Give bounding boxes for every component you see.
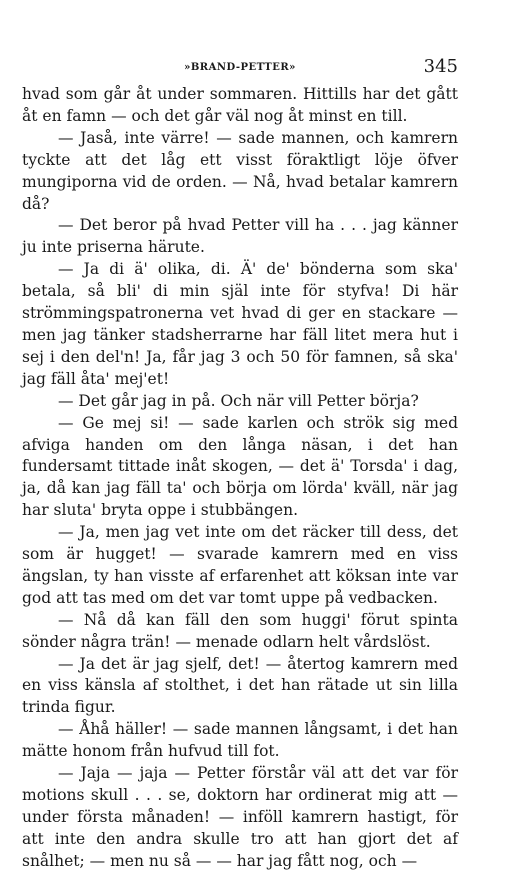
paragraph: — Ja det är jag sjelf, det! — återtog kamrern med en viss känsla af stolthet, i det han rätade ut sin lilla trinda figur. — [22, 654, 458, 717]
paragraph: — Åhå häller! — sade mannen långsamt, i det han mätte honom från hufvud till fot. — [22, 720, 458, 761]
body-text — [22, 84, 458, 873]
paragraph: — Jaså, inte värre! — sade mannen, och kamrern tyckte att det låg ett visst föraktligt löje öfver mungiporna vid de orden. — Nå, hvad betalar kamrern då? — [22, 128, 458, 213]
paragraph: — Ja di ä' olika, di. Ä' de' bönderna som ska' betala, så bli' di min själ inte för styfva! Di här strömmingspatronerna vet hvad di ger en stackare — men jag tänker stadsherrarne har fäll litet mera hut i sej i den del'n! Ja, får jag 3 och 50 för famnen, så ska' jag fäll åta' mej'et! — [22, 260, 458, 388]
paragraph: hvad som går åt under sommaren. Hittills har det gått åt en famn — och det går väl nog åt minst en till. — [22, 85, 458, 125]
paragraph: — Det går jag in på. Och när vill Petter börja? — [58, 391, 419, 410]
paragraph: — Jaja — jaja — Petter förstår väl att det var för motions skull . . . se, doktorn har ordinerat mig att — under första månaden! — inföll kamrern hastigt, för att inte den andra skulle tro att han gjort det af snålhet; — men nu så — — har jag fått nog, och — — [22, 764, 458, 870]
page-number: 345 — [423, 56, 458, 77]
book-page — [22, 56, 458, 873]
paragraph: — Det beror på hvad Petter vill ha . . . jag känner ju inte priserna härute. — [22, 216, 458, 257]
running-title: »BRAND-PETTER» — [184, 62, 296, 73]
paragraph: — Ge mej si! — sade karlen och strök sig med afviga handen om den långa näsan, i det han fundersamt tittade inåt skogen, — det ä' Torsda' i dag, ja, då kan jag fäll ta' och börja om lörda' kväll, när jag har sluta' bryta oppe i stubbängen. — [22, 413, 458, 520]
paragraph: — Nå då kan fäll den som huggi' förut spinta sönder några trän! — menade odlarn helt vårdslöst. — [22, 610, 458, 651]
paragraph: — Ja, men jag vet inte om det räcker till dess, det som är hugget! — svarade kamrern med en viss ängslan, ty han visste af erfarenhet att köksan inte var god att tas med om det var tomt uppe på vedbacken. — [22, 523, 458, 607]
running-head — [22, 56, 458, 84]
